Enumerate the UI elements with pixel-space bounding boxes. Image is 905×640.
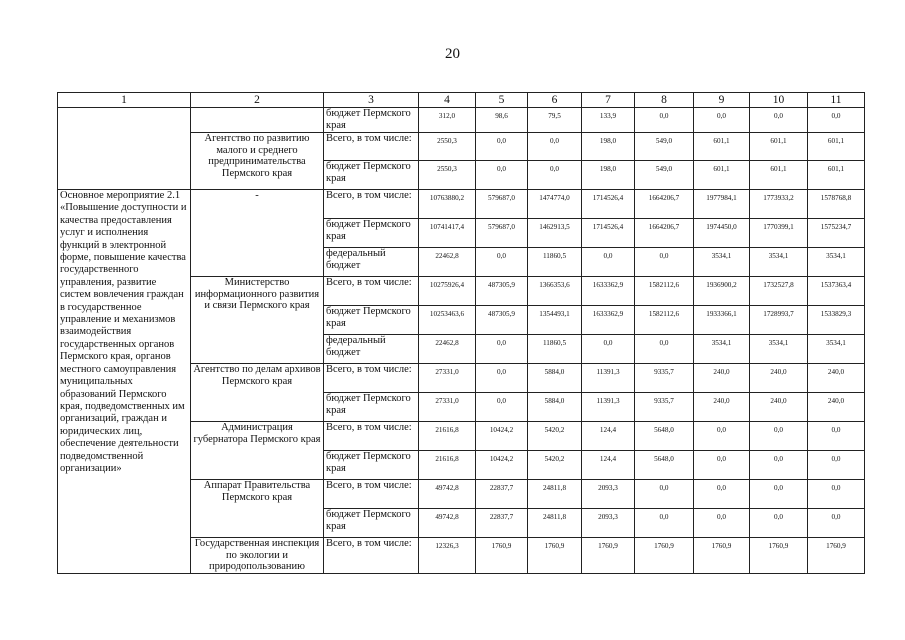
column-header: 6 xyxy=(528,93,582,108)
amount-cell: 0,0 xyxy=(635,108,694,133)
amount-cell: 2550,3 xyxy=(419,161,476,190)
amount-cell: 0,0 xyxy=(476,364,528,393)
amount-cell: 22462,8 xyxy=(419,248,476,277)
amount-cell: 0,0 xyxy=(582,248,635,277)
amount-cell: 24811,8 xyxy=(528,509,582,538)
amount-cell: 0,0 xyxy=(476,161,528,190)
amount-cell: 601,1 xyxy=(750,161,808,190)
amount-cell: 1732527,8 xyxy=(750,277,808,306)
table-row xyxy=(58,190,865,219)
amount-cell: 0,0 xyxy=(635,335,694,364)
amount-cell: 2093,3 xyxy=(582,509,635,538)
table-body xyxy=(58,93,865,574)
amount-cell: 1728993,7 xyxy=(750,306,808,335)
funding-source-cell: Всего, в том числе: xyxy=(324,364,419,393)
funding-source-cell: Всего, в том числе: xyxy=(324,190,419,219)
amount-cell: 1933366,1 xyxy=(694,306,750,335)
amount-cell: 601,1 xyxy=(694,133,750,161)
amount-cell: 3534,1 xyxy=(694,248,750,277)
amount-cell: 0,0 xyxy=(635,248,694,277)
amount-cell: 27331,0 xyxy=(419,364,476,393)
amount-cell: 1462913,5 xyxy=(528,219,582,248)
amount-cell: 1582112,6 xyxy=(635,277,694,306)
amount-cell: 0,0 xyxy=(694,108,750,133)
amount-cell: 0,0 xyxy=(694,422,750,451)
column-header: 2 xyxy=(191,93,324,108)
funding-source-cell: бюджет Пермского края xyxy=(324,219,419,248)
amount-cell: 10253463,6 xyxy=(419,306,476,335)
amount-cell: 1664206,7 xyxy=(635,190,694,219)
amount-cell: 21616,8 xyxy=(419,422,476,451)
amount-cell: 1664206,7 xyxy=(635,219,694,248)
amount-cell: 240,0 xyxy=(808,364,865,393)
amount-cell: 21616,8 xyxy=(419,451,476,480)
executor-cell: Агентство по развитию малого и среднего предпринимательства Пермского края xyxy=(191,133,324,190)
amount-cell: 198,0 xyxy=(582,161,635,190)
amount-cell: 11391,3 xyxy=(582,393,635,422)
executor-cell: Государственная инспекция по экологии и природопользованию xyxy=(191,538,324,574)
empty-cell xyxy=(58,108,191,190)
amount-cell: 0,0 xyxy=(694,480,750,509)
amount-cell: 1760,9 xyxy=(476,538,528,574)
amount-cell: 98,6 xyxy=(476,108,528,133)
amount-cell: 1760,9 xyxy=(528,538,582,574)
amount-cell: 10424,2 xyxy=(476,422,528,451)
amount-cell: 124,4 xyxy=(582,422,635,451)
amount-cell: 0,0 xyxy=(694,451,750,480)
amount-cell: 0,0 xyxy=(528,161,582,190)
amount-cell: 0,0 xyxy=(582,335,635,364)
amount-cell: 0,0 xyxy=(635,480,694,509)
amount-cell: 601,1 xyxy=(808,161,865,190)
amount-cell: 22837,7 xyxy=(476,509,528,538)
funding-source-cell: бюджет Пермского края xyxy=(324,393,419,422)
amount-cell: 10741417,4 xyxy=(419,219,476,248)
amount-cell: 1977984,1 xyxy=(694,190,750,219)
executor-cell: Аппарат Правительства Пермского края xyxy=(191,480,324,538)
amount-cell: 5648,0 xyxy=(635,451,694,480)
amount-cell: 198,0 xyxy=(582,133,635,161)
executor-cell: - xyxy=(191,190,324,277)
amount-cell: 124,4 xyxy=(582,451,635,480)
funding-source-cell: бюджет Пермского края xyxy=(324,108,419,133)
amount-cell: 0,0 xyxy=(750,422,808,451)
main-measure-cell: Основное мероприятие 2.1 «Повышение доступности и качества предоставления услуг и исполнения функций в электронной форме, повышение качества государственного управления, развитие систем вовлечения граждан в государственное управление и механизмов взаимодействия государственных органов Пермского края, органов местного самоуправления муниципальных образований Пермского края, подведомственных им организаций, граждан и юридических лиц, обеспечение деятельности подведомственной организации» xyxy=(58,190,191,574)
funding-source-cell: Всего, в том числе: xyxy=(324,480,419,509)
amount-cell: 1936900,2 xyxy=(694,277,750,306)
amount-cell: 0,0 xyxy=(476,393,528,422)
amount-cell: 0,0 xyxy=(476,133,528,161)
amount-cell: 49742,8 xyxy=(419,509,476,538)
executor-cell xyxy=(191,108,324,133)
amount-cell: 0,0 xyxy=(476,248,528,277)
funding-source-cell: федеральный бюджет xyxy=(324,248,419,277)
amount-cell: 5648,0 xyxy=(635,422,694,451)
column-header: 7 xyxy=(582,93,635,108)
column-header: 5 xyxy=(476,93,528,108)
amount-cell: 5420,2 xyxy=(528,422,582,451)
amount-cell: 3534,1 xyxy=(694,335,750,364)
executor-cell: Администрация губернатора Пермского края xyxy=(191,422,324,480)
amount-cell: 0,0 xyxy=(808,451,865,480)
amount-cell: 549,0 xyxy=(635,133,694,161)
amount-cell: 1714526,4 xyxy=(582,190,635,219)
amount-cell: 0,0 xyxy=(694,509,750,538)
amount-cell: 601,1 xyxy=(808,133,865,161)
amount-cell: 1714526,4 xyxy=(582,219,635,248)
amount-cell: 1633362,9 xyxy=(582,277,635,306)
amount-cell: 1760,9 xyxy=(808,538,865,574)
amount-cell: 24811,8 xyxy=(528,480,582,509)
funding-source-cell: Всего, в том числе: xyxy=(324,277,419,306)
amount-cell: 49742,8 xyxy=(419,480,476,509)
funding-source-cell: Всего, в том числе: xyxy=(324,133,419,161)
amount-cell: 601,1 xyxy=(694,161,750,190)
amount-cell: 10763880,2 xyxy=(419,190,476,219)
amount-cell: 0,0 xyxy=(476,335,528,364)
amount-cell: 1474774,0 xyxy=(528,190,582,219)
column-header: 10 xyxy=(750,93,808,108)
amount-cell: 240,0 xyxy=(694,393,750,422)
amount-cell: 1760,9 xyxy=(582,538,635,574)
amount-cell: 1760,9 xyxy=(750,538,808,574)
amount-cell: 22462,8 xyxy=(419,335,476,364)
executor-cell: Министерство информационного развития и связи Пермского края xyxy=(191,277,324,364)
amount-cell: 0,0 xyxy=(750,108,808,133)
amount-cell: 133,9 xyxy=(582,108,635,133)
column-header: 1 xyxy=(58,93,191,108)
amount-cell: 487305,9 xyxy=(476,306,528,335)
amount-cell: 240,0 xyxy=(694,364,750,393)
amount-cell: 1533829,3 xyxy=(808,306,865,335)
amount-cell: 12326,3 xyxy=(419,538,476,574)
amount-cell: 79,5 xyxy=(528,108,582,133)
amount-cell: 10275926,4 xyxy=(419,277,476,306)
amount-cell: 11860,5 xyxy=(528,335,582,364)
funding-source-cell: бюджет Пермского края xyxy=(324,161,419,190)
funding-source-cell: федеральный бюджет xyxy=(324,335,419,364)
amount-cell: 11391,3 xyxy=(582,364,635,393)
amount-cell: 601,1 xyxy=(750,133,808,161)
amount-cell: 0,0 xyxy=(528,133,582,161)
amount-cell: 549,0 xyxy=(635,161,694,190)
amount-cell: 487305,9 xyxy=(476,277,528,306)
budget-table xyxy=(57,92,865,574)
table-header-row xyxy=(58,93,865,108)
amount-cell: 27331,0 xyxy=(419,393,476,422)
amount-cell: 3534,1 xyxy=(808,335,865,364)
amount-cell: 240,0 xyxy=(808,393,865,422)
amount-cell: 1578768,8 xyxy=(808,190,865,219)
amount-cell: 240,0 xyxy=(750,364,808,393)
amount-cell: 0,0 xyxy=(750,480,808,509)
amount-cell: 0,0 xyxy=(808,509,865,538)
amount-cell: 5420,2 xyxy=(528,451,582,480)
amount-cell: 3534,1 xyxy=(750,248,808,277)
amount-cell: 0,0 xyxy=(808,108,865,133)
amount-cell: 1354493,1 xyxy=(528,306,582,335)
amount-cell: 1633362,9 xyxy=(582,306,635,335)
amount-cell: 2550,3 xyxy=(419,133,476,161)
amount-cell: 3534,1 xyxy=(750,335,808,364)
amount-cell: 9335,7 xyxy=(635,393,694,422)
amount-cell: 1366353,6 xyxy=(528,277,582,306)
column-header: 9 xyxy=(694,93,750,108)
amount-cell: 5884,0 xyxy=(528,393,582,422)
amount-cell: 0,0 xyxy=(750,509,808,538)
funding-source-cell: Всего, в том числе: xyxy=(324,538,419,574)
funding-source-cell: Всего, в том числе: xyxy=(324,422,419,451)
column-header: 3 xyxy=(324,93,419,108)
amount-cell: 1974450,0 xyxy=(694,219,750,248)
amount-cell: 312,0 xyxy=(419,108,476,133)
column-header: 11 xyxy=(808,93,865,108)
amount-cell: 0,0 xyxy=(808,480,865,509)
amount-cell: 1773933,2 xyxy=(750,190,808,219)
column-header: 8 xyxy=(635,93,694,108)
executor-cell: Агентство по делам архивов Пермского края xyxy=(191,364,324,422)
amount-cell: 0,0 xyxy=(750,451,808,480)
amount-cell: 1770399,1 xyxy=(750,219,808,248)
column-header: 4 xyxy=(419,93,476,108)
page-number: 20 xyxy=(445,46,460,62)
amount-cell: 11860,5 xyxy=(528,248,582,277)
funding-source-cell: бюджет Пермского края xyxy=(324,509,419,538)
amount-cell: 5884,0 xyxy=(528,364,582,393)
amount-cell: 1760,9 xyxy=(694,538,750,574)
amount-cell: 1582112,6 xyxy=(635,306,694,335)
amount-cell: 1537363,4 xyxy=(808,277,865,306)
amount-cell: 9335,7 xyxy=(635,364,694,393)
table-row xyxy=(58,108,865,133)
amount-cell: 22837,7 xyxy=(476,480,528,509)
amount-cell: 10424,2 xyxy=(476,451,528,480)
amount-cell: 240,0 xyxy=(750,393,808,422)
amount-cell: 579687,0 xyxy=(476,219,528,248)
funding-source-cell: бюджет Пермского края xyxy=(324,451,419,480)
amount-cell: 0,0 xyxy=(635,509,694,538)
amount-cell: 0,0 xyxy=(808,422,865,451)
amount-cell: 579687,0 xyxy=(476,190,528,219)
amount-cell: 3534,1 xyxy=(808,248,865,277)
amount-cell: 2093,3 xyxy=(582,480,635,509)
amount-cell: 1575234,7 xyxy=(808,219,865,248)
funding-source-cell: бюджет Пермского края xyxy=(324,306,419,335)
amount-cell: 1760,9 xyxy=(635,538,694,574)
